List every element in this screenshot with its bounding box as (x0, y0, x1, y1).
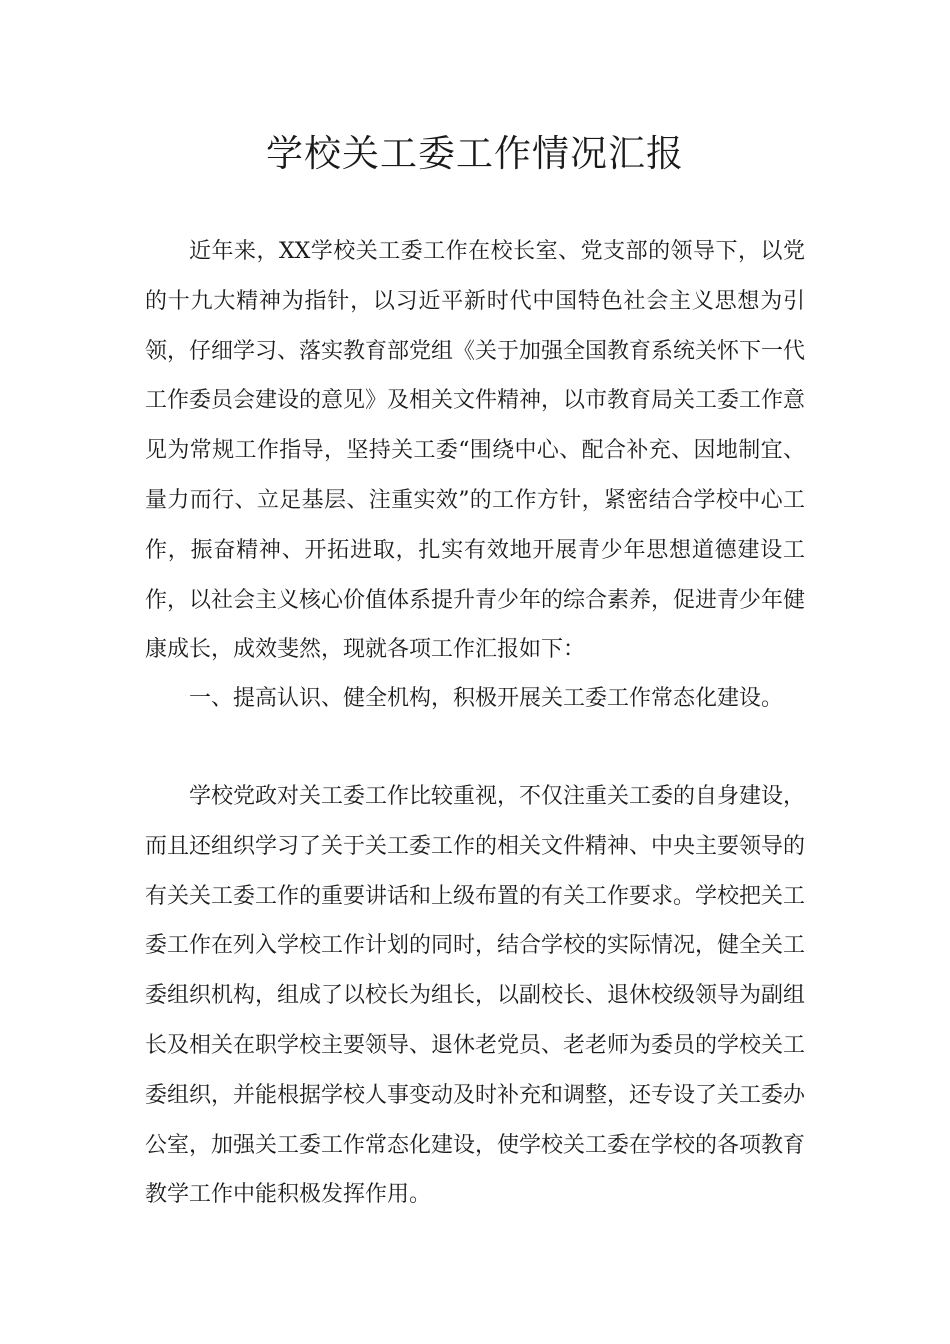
document-title: 学校关工委工作情况汇报 (266, 132, 684, 175)
section-heading-1: 一、提高认识、健全机构，积极开展关工委工作常态化建设。 (189, 686, 784, 711)
paragraph-intro: 近年来，XX学校关工委工作在校长室、党支部的领导下，以党的十九大精神为指针，以习近平新时代中国特色社会主义思想为引领，仔细学习、落实教育部党组《关于加强全国教育系统关怀下一代工作委员会建设的意见》及相关文件精神，以市教育局关工委工作意见为常规工作指导，坚持关工委“围绕中心、配合补充、因地制宜、量力而行、立足基层、注重实效”的工作方针，紧密结合学校中心工作，振奋精神、开拓进取，扎实有效地开展青少年思想道德建设工作，以社会主义核心价值体系提升青少年的综合素养，促进青少年健康成长，成效斐然，现就各项工作汇报如下： (145, 239, 806, 663)
paragraph-section-1: 学校党政对关工委工作比较重视，不仅注重关工委的自身建设，而且还组织学习了关于关工委工作的相关文件精神、中央主要领导的有关关工委工作的重要讲话和上级布置的有关工作要求。学校把关工委工作在列入学校工作计划的同时，结合学校的实际情况，健全关工委组织机构，组成了以校长为组长，以副校长、退休校级领导为副组长及相关在职学校主要领导、退休老党员、老老师为委员的学校关工委组织，并能根据学校人事变动及时补充和调整，还专设了关工委办公室，加强关工委工作常态化建设，使学校关工委在学校的各项教育教学工作中能积极发挥作用。 (145, 784, 806, 1208)
